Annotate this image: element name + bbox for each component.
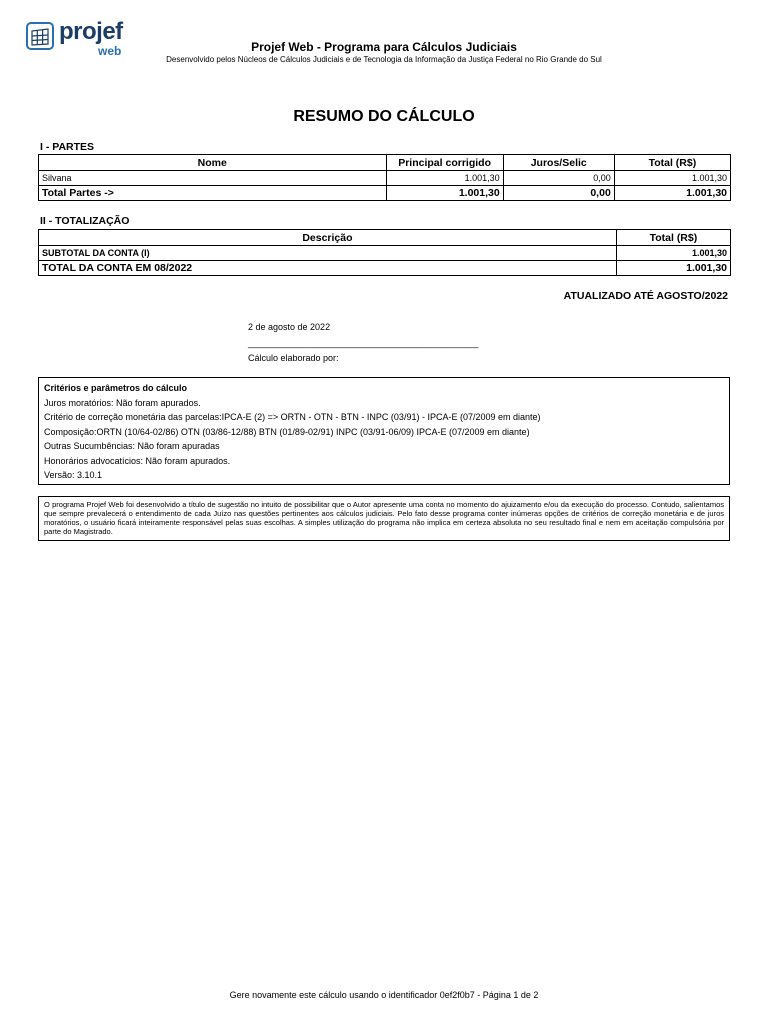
cell-total-value: 1.001,30	[616, 261, 730, 276]
table-total-row	[39, 186, 731, 201]
criteria-line: Critério de correção monetária das parcelas:IPCA-E (2) => ORTN - OTN - BTN - INPC (03/91) - IPCA-E (07/2009 em diante)	[44, 412, 541, 422]
col-total: Total (R$)	[614, 155, 730, 171]
updated-until: ATUALIZADO ATÉ AGOSTO/2022	[563, 290, 728, 302]
table-row	[39, 246, 731, 261]
cell-total-label: TOTAL DA CONTA EM 08/2022	[39, 261, 617, 276]
header-title: Projef Web - Programa para Cálculos Judiciais	[251, 40, 517, 54]
col-total: Total (R$)	[616, 230, 730, 246]
logo-name: projef	[59, 18, 123, 45]
page-footer: Gere novamente este cálculo usando o identificador 0ef2f0b7 - Página 1 de 2	[229, 990, 539, 1000]
totalizacao-table	[38, 229, 731, 276]
disclaimer-box: O programa Projef Web foi desenvolvido a título de sugestão no intuito de possibilitar que o Autor apresente uma conta no momento do ajuizamento e/ou da execução do processo. Contudo, salientamos que sempre prevalecerá o entendimento de cada Juízo nas questões pertinentes aos cálculos judiciais. Pelo fato desse programa conter inúmeras opções de critérios de correção monetária e de juros moratórios, o usuário ficará inteiramente responsável pelas suas escolhas. A simples utilização do programa não implica em certeza absoluta no seu resultado final e nem em aceitação compulsória por parte do Magistrado.	[38, 496, 730, 541]
signature-date: 2 de agosto de 2022	[248, 322, 331, 332]
col-descricao: Descrição	[39, 230, 617, 246]
cell-total-label: Total Partes ->	[39, 186, 387, 201]
header-subtitle: Desenvolvido pelos Núcleos de Cálculos Judiciais e de Tecnologia da Informação da Justiça Federal no Rio Grande do Sul	[166, 55, 602, 64]
cell-nome: Silvana	[39, 171, 387, 186]
col-juros: Juros/Selic	[503, 155, 614, 171]
table-header-row	[39, 155, 731, 171]
table-header-row	[39, 230, 731, 246]
criteria-line: Juros moratórios: Não foram apurados.	[44, 397, 201, 408]
document-title: RESUMO DO CÁLCULO	[293, 108, 475, 125]
cell-total-juros: 0,00	[503, 186, 614, 201]
section-partes-heading: I - PARTES	[40, 141, 95, 153]
col-principal: Principal corrigido	[386, 155, 503, 171]
section-totalizacao-heading: II - TOTALIZAÇÃO	[40, 215, 130, 227]
cell-subtotal-label: SUBTOTAL DA CONTA (I)	[39, 246, 617, 261]
signature-line: ______________________________________________	[248, 338, 479, 348]
cell-subtotal-value: 1.001,30	[616, 246, 730, 261]
criteria-line: Outras Sucumbências: Não foram apuradas	[44, 441, 220, 451]
table-total-row	[39, 261, 731, 276]
cell-total: 1.001,30	[614, 171, 730, 186]
cell-total-total: 1.001,30	[614, 186, 730, 201]
criteria-line: Composição:ORTN (10/64-02/86) OTN (03/86-12/88) BTN (01/89-02/91) INPC (03/91-06/09) IPCA-E (07/2009 em diante)	[44, 426, 530, 437]
cell-principal: 1.001,30	[386, 171, 503, 186]
table-row	[39, 171, 731, 186]
cell-total-principal: 1.001,30	[386, 186, 503, 201]
criteria-box	[38, 377, 730, 485]
cell-juros: 0,00	[503, 171, 614, 186]
logo-sub: web	[98, 44, 122, 58]
criteria-line: Honorários advocatícios: Não foram apurados.	[44, 455, 231, 466]
criteria-title: Critérios e parâmetros do cálculo	[44, 383, 188, 393]
col-nome: Nome	[39, 155, 387, 171]
signature-label: Cálculo elaborado por:	[248, 353, 339, 363]
partes-table	[38, 154, 731, 201]
criteria-line: Versão: 3.10.1	[44, 470, 103, 480]
